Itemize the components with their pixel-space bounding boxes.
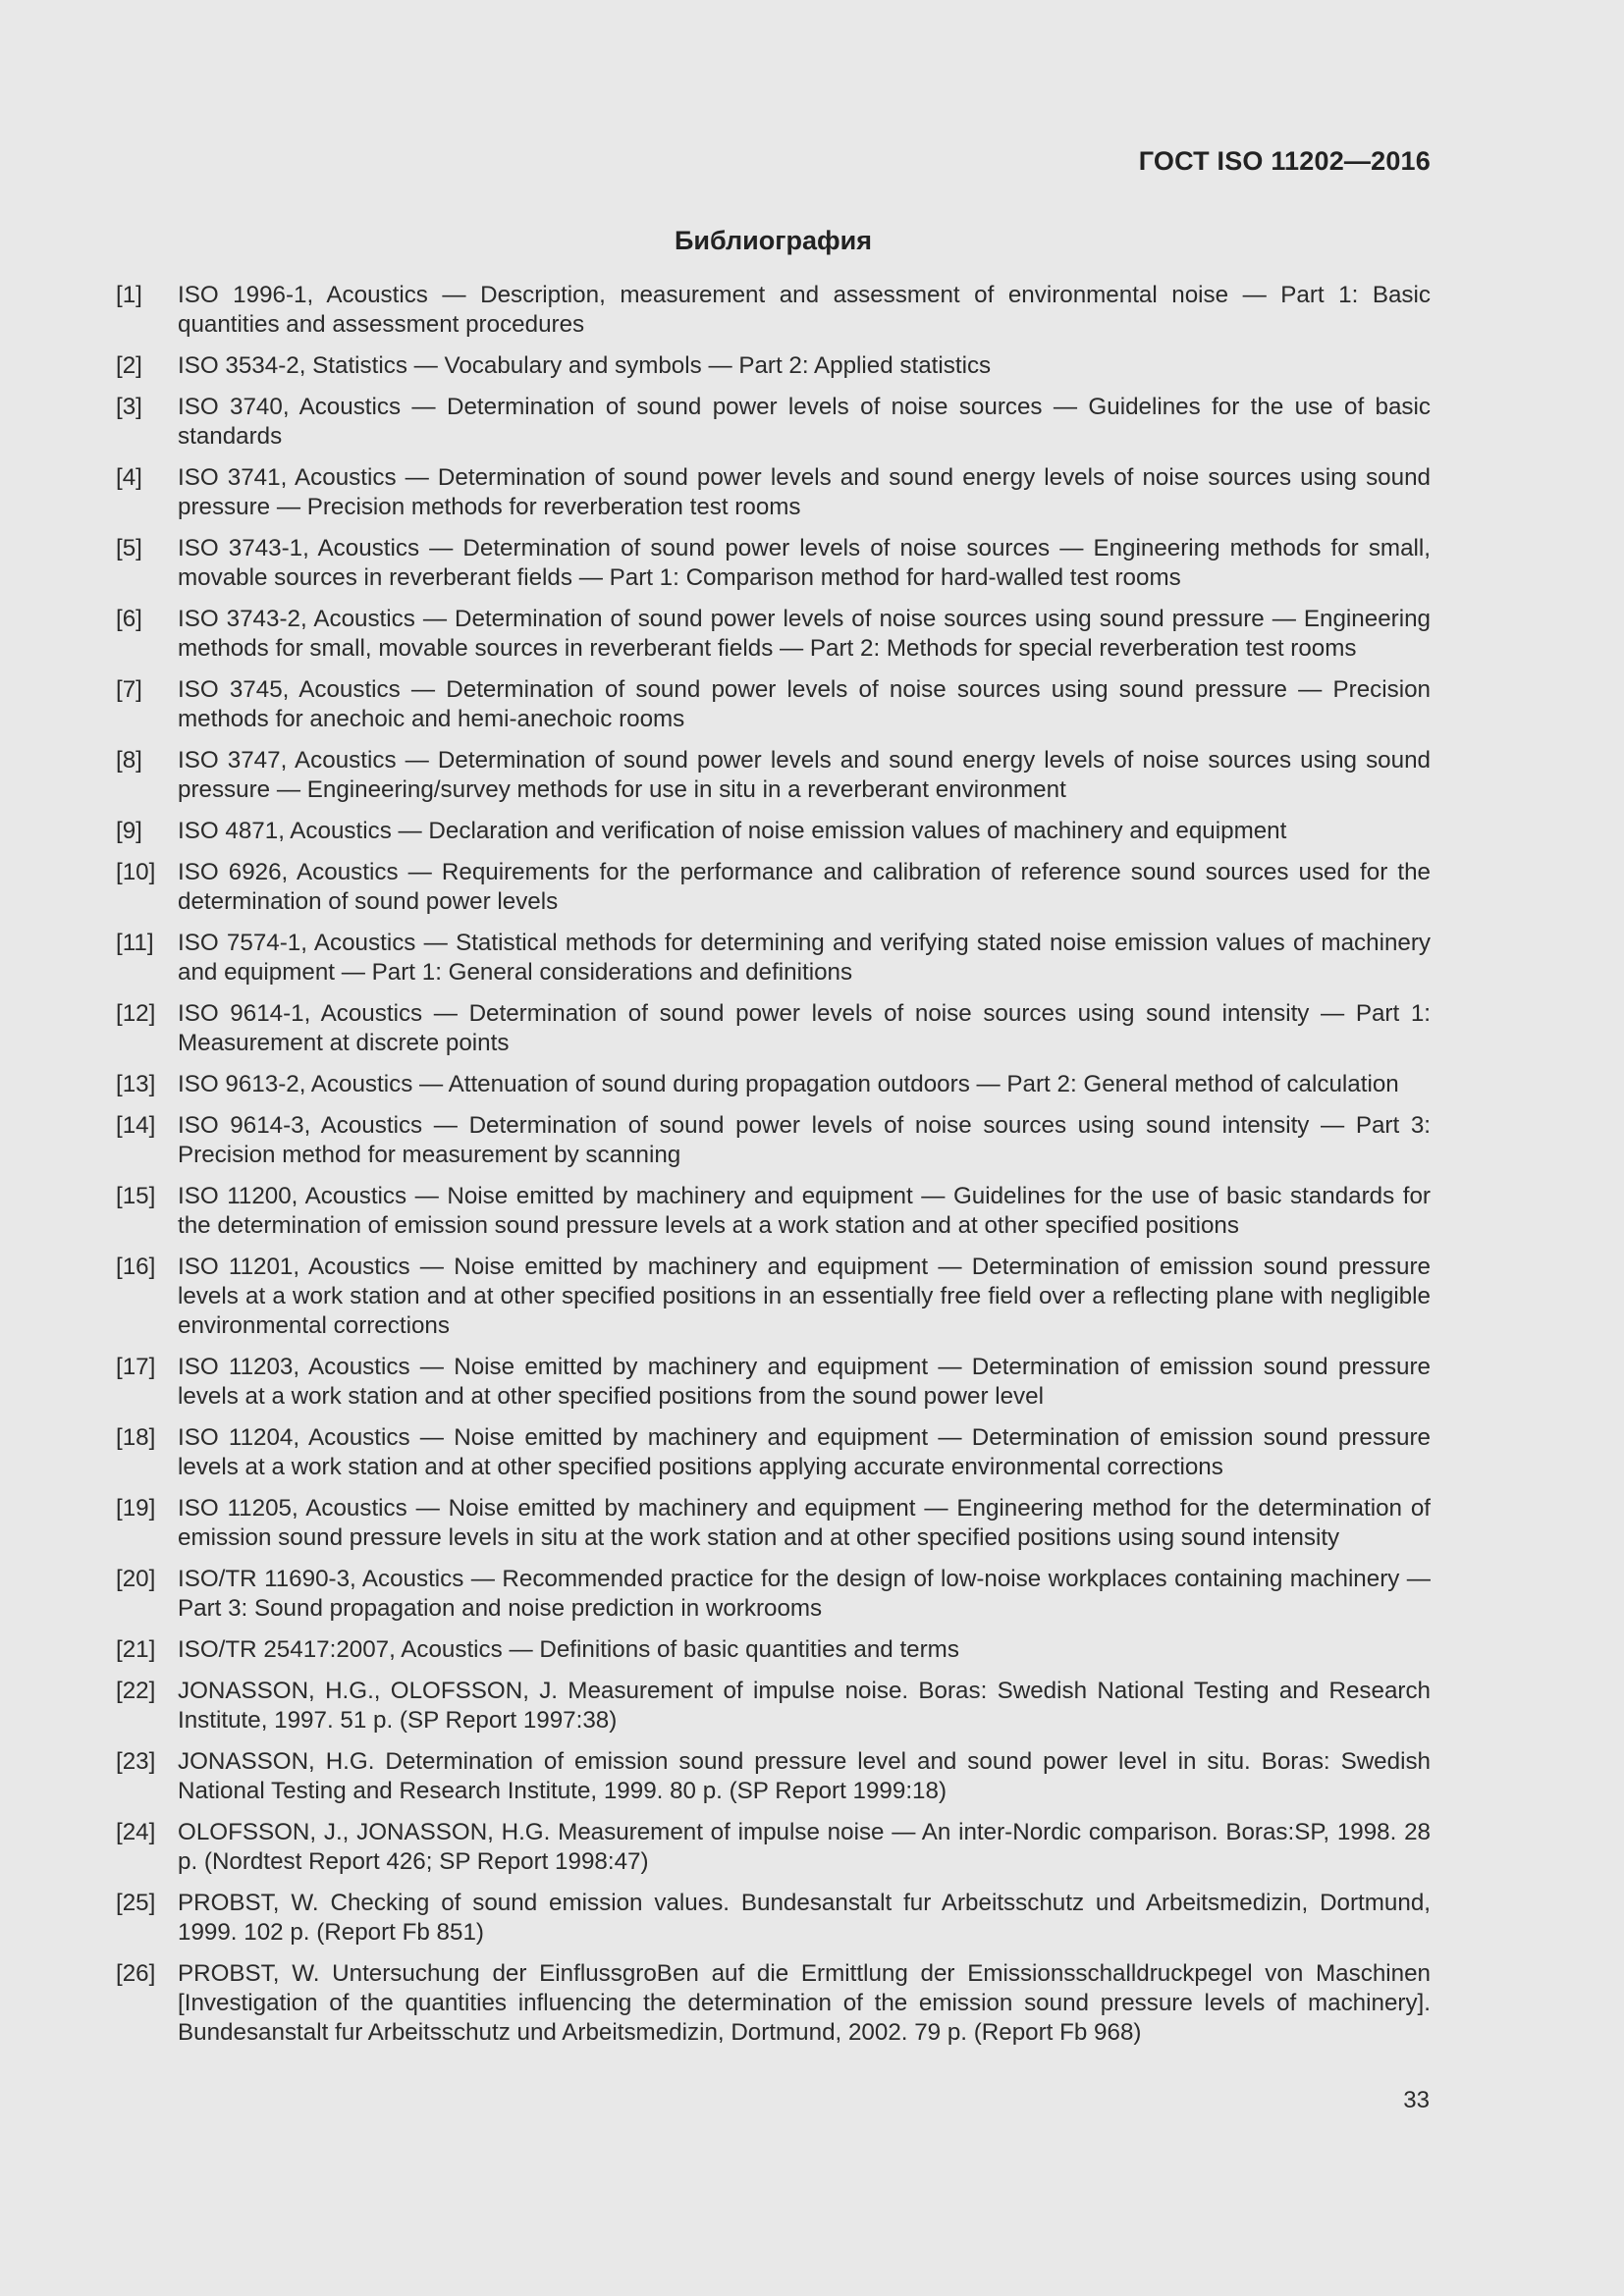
entry-text: ISO 3534-2, Statistics — Vocabulary and symbols — Part 2: Applied statistics: [178, 352, 992, 379]
entry-number: [10]: [116, 859, 156, 885]
entry-number: [3]: [116, 394, 142, 420]
entry-text: ISO 9614-3, Acoustics — Determination of sound power levels of noise sources using sound intensity — Part 3: Precision method for measurement by scanning: [178, 1112, 1431, 1168]
bibliography-list: [116, 281, 1431, 2059]
bibliography-entry: [116, 534, 1431, 593]
bibliography-entry: [116, 1182, 1431, 1241]
entry-text: ISO 9613-2, Acoustics — Attenuation of sound during propagation outdoors — Part 2: General method of calculation: [178, 1071, 1399, 1097]
entry-number: [4]: [116, 464, 142, 491]
entry-text: ISO 11205, Acoustics — Noise emitted by machinery and equipment — Engineering method for the determination of emission sound pressure levels in situ at the work station and at other specified positions using sound intensity: [178, 1495, 1431, 1551]
entry-number: [25]: [116, 1890, 156, 1916]
bibliography-entry: [116, 1959, 1431, 2048]
page-title: Библиография: [675, 226, 872, 255]
bibliography-entry: [116, 1635, 1431, 1665]
entry-text: ISO/TR 11690-3, Acoustics — Recommended practice for the design of low-noise workplaces containing machinery — Part 3: Sound propagation and noise prediction in workrooms: [178, 1566, 1431, 1622]
entry-number: [16]: [116, 1254, 156, 1280]
entry-number: [12]: [116, 1000, 156, 1027]
bibliography-entry: [116, 1253, 1431, 1341]
bibliography-entry: [116, 999, 1431, 1058]
entry-text: PROBST, W. Untersuchung der EinflussgroBen auf die Ermittlung der Emissionsschalldruckpegel von Maschinen [Investigation of the quantities influencing the determination of the emission sound pressure levels of machinery]. Bundesanstalt fur Arbeitsschutz und Arbeitsmedizin, Dortmund, 2002. 79 p. (Report Fb 968): [178, 1960, 1431, 2046]
entry-text: ISO 7574-1, Acoustics — Statistical methods for determining and verifying stated noise emission values of machinery and equipment — Part 1: General considerations and definitions: [178, 930, 1431, 986]
bibliography-entry: [116, 1494, 1431, 1553]
entry-text: ISO 4871, Acoustics — Declaration and verification of noise emission values of machinery and equipment: [178, 818, 1287, 844]
entry-text: PROBST, W. Checking of sound emission values. Bundesanstalt fur Arbeitsschutz und Arbeitsmedizin, Dortmund, 1999. 102 p. (Report Fb 851): [178, 1890, 1431, 1946]
entry-text: ISO 6926, Acoustics — Requirements for the performance and calibration of reference sound sources used for the determination of sound power levels: [178, 859, 1431, 915]
entry-text: ISO 3743-2, Acoustics — Determination of sound power levels of noise sources using sound pressure — Engineering methods for small, movable sources in reverberant fields — Part 2: Methods for special reverberation test rooms: [178, 606, 1431, 662]
entry-number: [24]: [116, 1819, 156, 1845]
entry-number: [18]: [116, 1424, 156, 1451]
entry-number: [11]: [116, 930, 154, 956]
entry-text: ISO 1996-1, Acoustics — Description, measurement and assessment of environmental noise — Part 1: Basic quantities and assessment procedures: [178, 282, 1431, 338]
bibliography-entry: [116, 1111, 1431, 1170]
document-code-header: ГОСТ ISO 11202—2016: [1138, 146, 1431, 176]
entry-text: ISO 3740, Acoustics — Determination of sound power levels of noise sources — Guidelines for the use of basic standards: [178, 394, 1431, 450]
bibliography-entry: [116, 1818, 1431, 1877]
bibliography-entry: [116, 605, 1431, 664]
entry-text: ISO 3743-1, Acoustics — Determination of sound power levels of noise sources — Engineering methods for small, movable sources in reverberant fields — Part 1: Comparison method for hard-walled test rooms: [178, 535, 1431, 591]
bibliography-entry: [116, 1353, 1431, 1412]
entry-number: [19]: [116, 1495, 156, 1522]
entry-number: [23]: [116, 1748, 156, 1775]
bibliography-entry: [116, 351, 1431, 381]
bibliography-entry: [116, 675, 1431, 734]
entry-number: [1]: [116, 282, 142, 308]
entry-text: ISO 11201, Acoustics — Noise emitted by machinery and equipment — Determination of emission sound pressure levels at a work station and at other specified positions in an essentially free field over a reflecting plane with negligible environmental corrections: [178, 1254, 1431, 1339]
entry-number: [5]: [116, 535, 142, 561]
entry-text: OLOFSSON, J., JONASSON, H.G. Measurement of impulse noise — An inter-Nordic comparison. Boras:SP, 1998. 28 p. (Nordtest Report 426; SP Report 1998:47): [178, 1819, 1431, 1875]
entry-number: [15]: [116, 1183, 156, 1209]
bibliography-entry: [116, 463, 1431, 522]
bibliography-entry: [116, 393, 1431, 452]
entry-number: [13]: [116, 1071, 156, 1097]
entry-text: ISO 3747, Acoustics — Determination of sound power levels and sound energy levels of noise sources using sound pressure — Engineering/survey methods for use in situ in a reverberant environment: [178, 747, 1431, 803]
entry-text: ISO 11204, Acoustics — Noise emitted by machinery and equipment — Determination of emission sound pressure levels at a work station and at other specified positions applying accurate environmental corrections: [178, 1424, 1431, 1480]
entry-text: ISO 3741, Acoustics — Determination of sound power levels and sound energy levels of noise sources using sound pressure — Precision methods for reverberation test rooms: [178, 464, 1431, 520]
entry-number: [2]: [116, 352, 142, 379]
bibliography-entry: [116, 1070, 1431, 1099]
bibliography-entry: [116, 858, 1431, 917]
entry-text: ISO 3745, Acoustics — Determination of sound power levels of noise sources using sound pressure — Precision methods for anechoic and hemi-anechoic rooms: [178, 676, 1431, 732]
bibliography-entry: [116, 1565, 1431, 1624]
entry-number: [6]: [116, 606, 142, 632]
entry-text: ISO/TR 25417:2007, Acoustics — Definitions of basic quantities and terms: [178, 1636, 959, 1663]
entry-number: [17]: [116, 1354, 156, 1380]
bibliography-entry: [116, 817, 1431, 846]
entry-text: JONASSON, H.G. Determination of emission sound pressure level and sound power level in situ. Boras: Swedish National Testing and Research Institute, 1999. 80 p. (SP Report 1999:18): [178, 1748, 1431, 1804]
entry-number: [14]: [116, 1112, 156, 1139]
entry-text: JONASSON, H.G., OLOFSSON, J. Measurement of impulse noise. Boras: Swedish National Testing and Research Institute, 1997. 51 p. (SP Report 1997:38): [178, 1678, 1431, 1734]
entry-text: ISO 11200, Acoustics — Noise emitted by machinery and equipment — Guidelines for the use of basic standards for the determination of emission sound pressure levels at a work station and at other specified positions: [178, 1183, 1431, 1239]
entry-text: ISO 11203, Acoustics — Noise emitted by machinery and equipment — Determination of emission sound pressure levels at a work station and at other specified positions from the sound power level: [178, 1354, 1431, 1410]
entry-number: [20]: [116, 1566, 156, 1592]
page-number: 33: [1403, 2087, 1430, 2113]
bibliography-entry: [116, 1423, 1431, 1482]
entry-number: [21]: [116, 1636, 156, 1663]
bibliography-entry: [116, 281, 1431, 340]
bibliography-entry: [116, 1747, 1431, 1806]
entry-number: [9]: [116, 818, 142, 844]
bibliography-entry: [116, 1889, 1431, 1948]
bibliography-entry: [116, 929, 1431, 988]
entry-number: [22]: [116, 1678, 156, 1704]
entry-text: ISO 9614-1, Acoustics — Determination of sound power levels of noise sources using sound intensity — Part 1: Measurement at discrete points: [178, 1000, 1431, 1056]
bibliography-entry: [116, 746, 1431, 805]
bibliography-entry: [116, 1677, 1431, 1735]
entry-number: [7]: [116, 676, 142, 703]
entry-number: [8]: [116, 747, 142, 774]
entry-number: [26]: [116, 1960, 156, 1987]
